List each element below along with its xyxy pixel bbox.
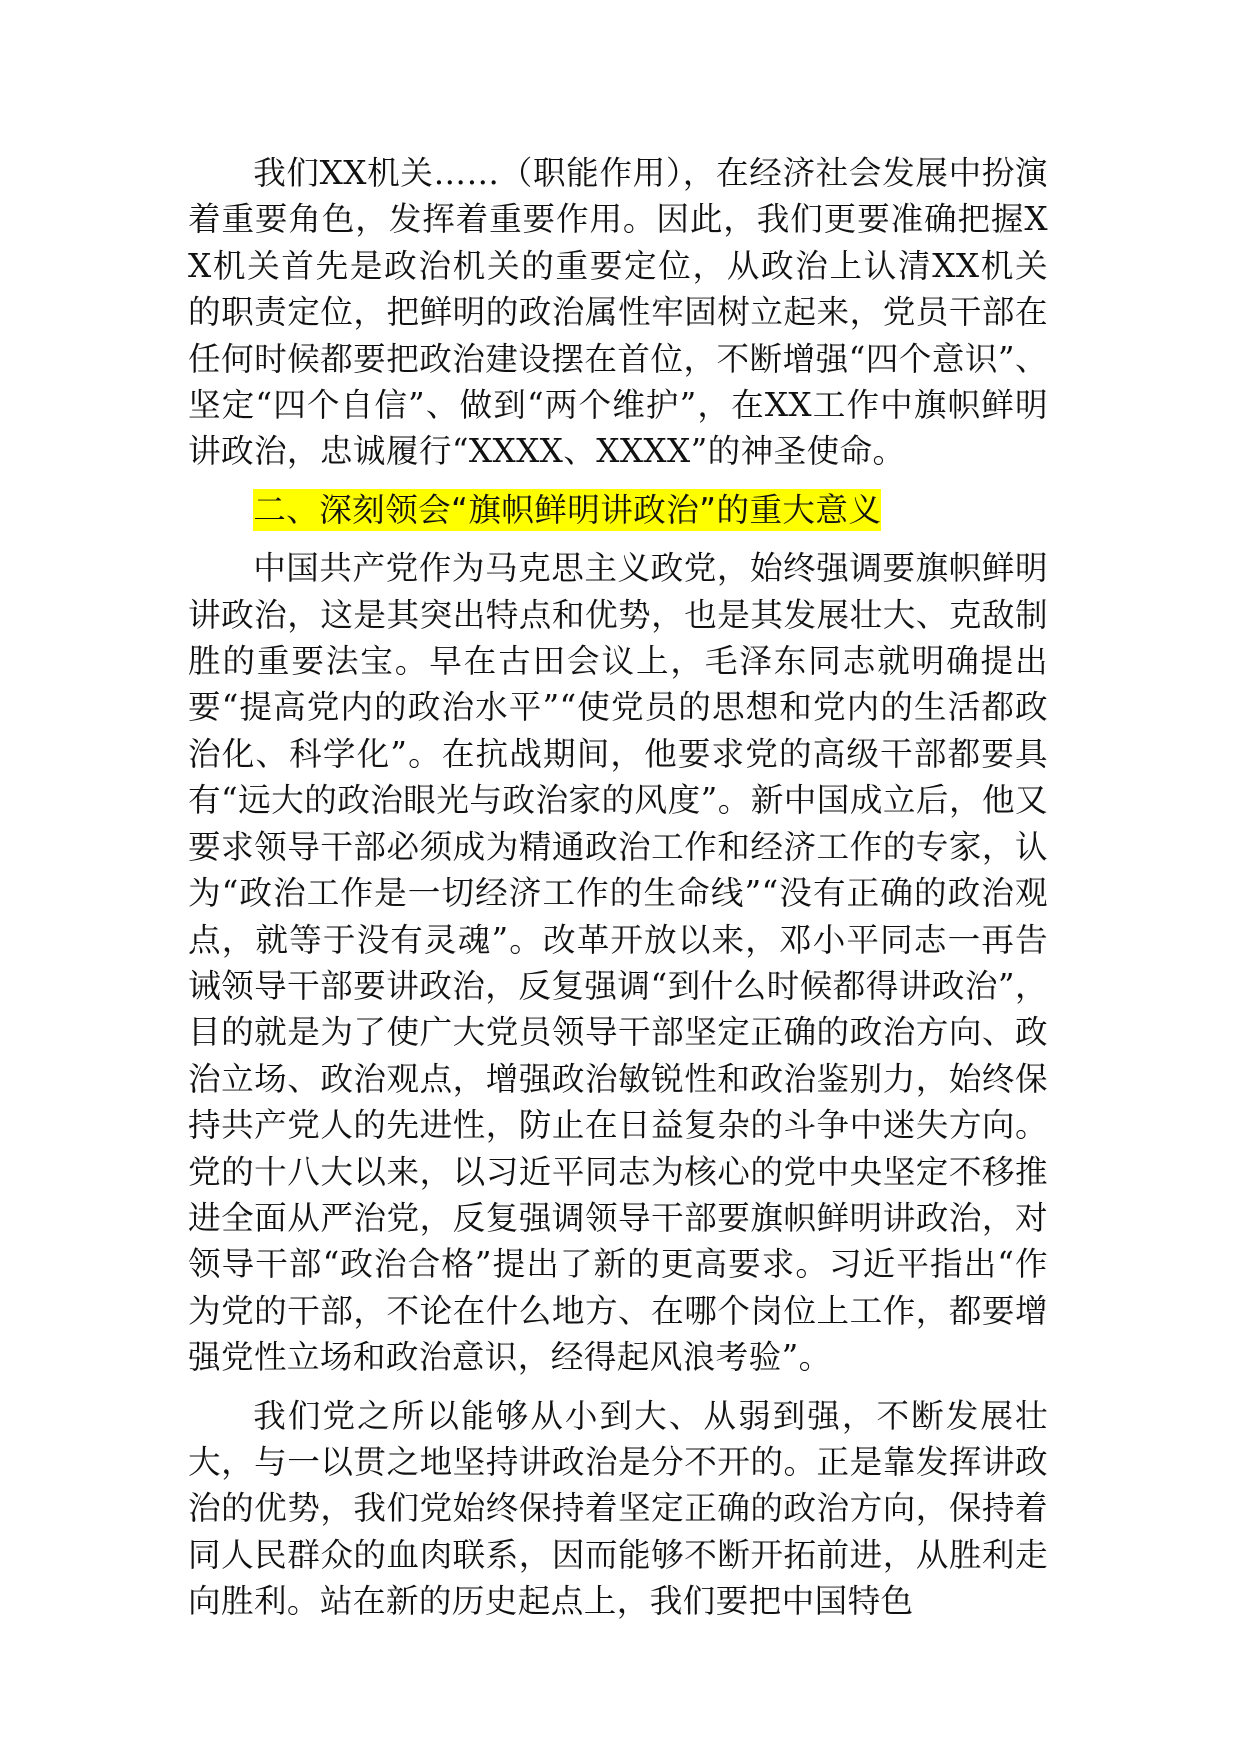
highlighted-heading-text: 二、深刻领会“旗帜鲜明讲政治”的重大意义 [253, 490, 882, 529]
document-page [188, 150, 1048, 1637]
body-paragraph-1: 我们XX机关……（职能作用），在经济社会发展中扮演着重要角色，发挥着重要作用。因此，我们更要准确把握XX机关首先是政治机关的重要定位，从政治上认清XX机关的职责定位，把鲜明的政治属性牢固树立起来，党员干部在任何时候都要把政治建设摆在首位，不断增强“四个意识”、坚定“四个自信”、做到“两个维护”，在XX工作中旗帜鲜明讲政治，忠诚履行“XXXX、XXXX”的神圣使命。 [188, 154, 1048, 471]
body-paragraph-2: 中国共产党作为马克思主义政党，始终强调要旗帜鲜明讲政治，这是其突出特点和优势，也是其发展壮大、克敌制胜的重要法宝。早在古田会议上，毛泽东同志就明确提出要“提高党内的政治水平”“使党员的思想和党内的生活都政治化、科学化”。在抗战期间，他要求党的高级干部都要具有“远大的政治眼光与政治家的风度”。新中国成立后，他又要求领导干部必须成为精通政治工作和经济工作的专家，认为“政治工作是一切经济工作的生命线”“没有正确的政治观点，就等于没有灵魂”。改革开放以来，邓小平同志一再告诫领导干部要讲政治，反复强调“到什么时候都得讲政治”，目的就是为了使广大党员领导干部坚定正确的政治方向、政治立场、政治观点，增强政治敏锐性和政治鉴别力，始终保持共产党人的先进性，防止在日益复杂的斗争中迷失方向。党的十八大以来，以习近平同志为核心的党中央坚定不移推进全面从严治党，反复强调领导干部要旗帜鲜明讲政治，对领导干部“政治合格”提出了新的更高要求。习近平指出“作为党的干部，不论在什么地方、在哪个岗位上工作，都要增强党性立场和政治意识，经得起风浪考验”。 [188, 549, 1048, 1377]
body-paragraph-3: 我们党之所以能够从小到大、从弱到强，不断发展壮大，与一以贯之地坚持讲政治是分不开的。正是靠发挥讲政治的优势，我们党始终保持着坚定正确的政治方向，保持着同人民群众的血肉联系，因而能够不断开拓前进，从胜利走向胜利。站在新的历史起点上，我们要把中国特色 [188, 1396, 1048, 1621]
section-heading [188, 487, 1048, 533]
